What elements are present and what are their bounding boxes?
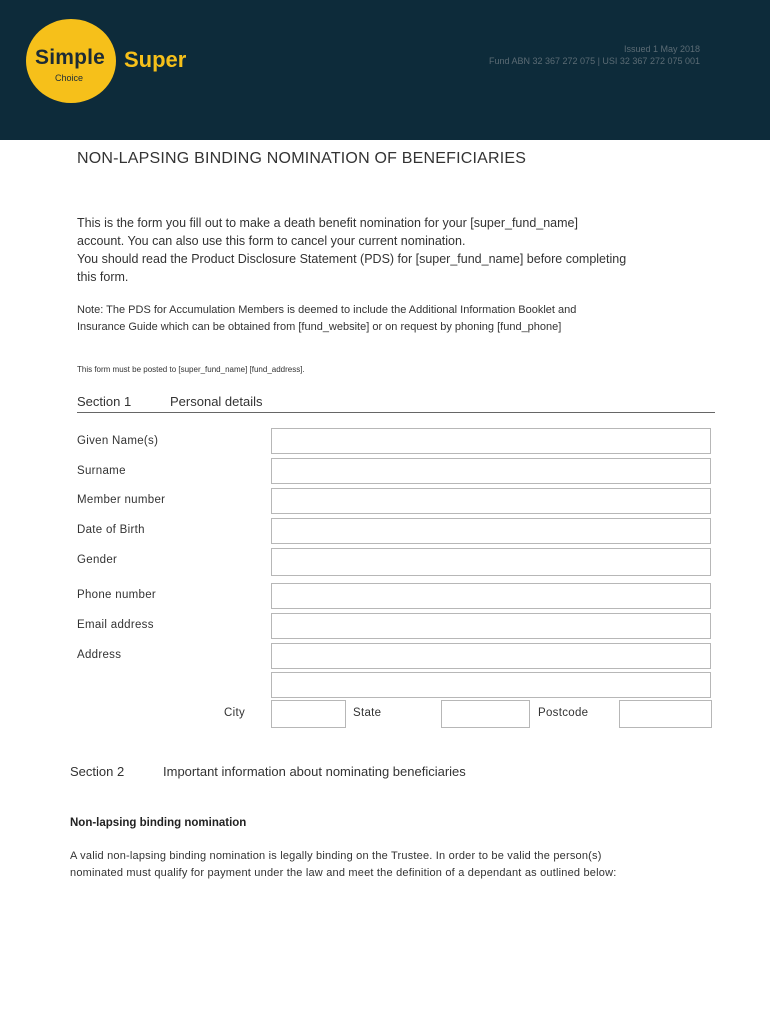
logo-choice-text: Choice [55, 73, 84, 83]
section2-title: Important information about nominating beneficiaries [163, 764, 466, 779]
postcode-input[interactable] [619, 700, 712, 728]
date-of-birth-label: Date of Birth [77, 524, 145, 536]
surname-input[interactable] [271, 458, 711, 484]
nomination-paragraph [70, 848, 720, 882]
section2-number: Section 2 [70, 764, 125, 779]
gender-label: Gender [77, 554, 118, 566]
note-line: Insurance Guide which can be obtained from [fund_website] or on request by phoning [fund_phone] [77, 321, 562, 333]
given-names-input[interactable] [271, 428, 711, 454]
intro-line: You should read the Product Disclosure Statement (PDS) for [super_fund_name] before completing [77, 252, 627, 266]
postcode-label: Postcode [538, 707, 589, 719]
posted-instruction: This form must be posted to [super_fund_name] [fund_address]. [77, 365, 305, 374]
logo-super-text: Super [124, 47, 187, 72]
nomination-sub-heading: Non-lapsing binding nomination [70, 817, 247, 829]
paragraph-line: nominated must qualify for payment under the law and meet the definition of a dependant as outlined below: [70, 867, 617, 879]
member-number-label: Member number [77, 494, 166, 506]
email-label: Email address [77, 619, 154, 631]
address-input-line1[interactable] [271, 643, 711, 669]
intro-line: This is the form you fill out to make a death benefit nomination for your [super_fund_name] [77, 216, 578, 230]
fund-abn: Fund ABN 32 367 272 075 | USI 32 367 272 075 001 [488, 56, 700, 66]
intro-line: account. You can also use this form to cancel your current nomination. [77, 234, 466, 248]
section1-number: Section 1 [77, 394, 132, 409]
state-input[interactable] [441, 700, 530, 728]
header-banner [0, 0, 770, 140]
issued-date: Issued 1 May 2018 [623, 44, 700, 54]
city-input[interactable] [271, 700, 346, 728]
intro-text [77, 214, 717, 286]
logo-simple-text: Simple [35, 46, 106, 69]
section1-title: Personal details [170, 394, 263, 409]
note-text [77, 302, 717, 336]
member-number-input[interactable] [271, 488, 711, 514]
intro-line: this form. [77, 270, 129, 284]
section1-heading [77, 394, 715, 413]
date-of-birth-input[interactable] [271, 518, 711, 544]
phone-input[interactable] [271, 583, 711, 609]
city-label: City [224, 707, 246, 719]
page-title: NON-LAPSING BINDING NOMINATION OF BENEFICIARIES [77, 150, 527, 167]
phone-label: Phone number [77, 589, 157, 601]
note-line: Note: The PDS for Accumulation Members is deemed to include the Additional Information Booklet and [77, 304, 577, 316]
gender-input[interactable] [271, 548, 711, 576]
paragraph-line: A valid non-lapsing binding nomination is legally binding on the Trustee. In order to be valid the person(s) [70, 850, 602, 862]
surname-label: Surname [77, 465, 126, 477]
state-label: State [353, 707, 382, 719]
email-input[interactable] [271, 613, 711, 639]
given-names-label: Given Name(s) [77, 435, 159, 447]
address-label: Address [77, 649, 122, 661]
address-input-line2[interactable] [271, 672, 711, 698]
